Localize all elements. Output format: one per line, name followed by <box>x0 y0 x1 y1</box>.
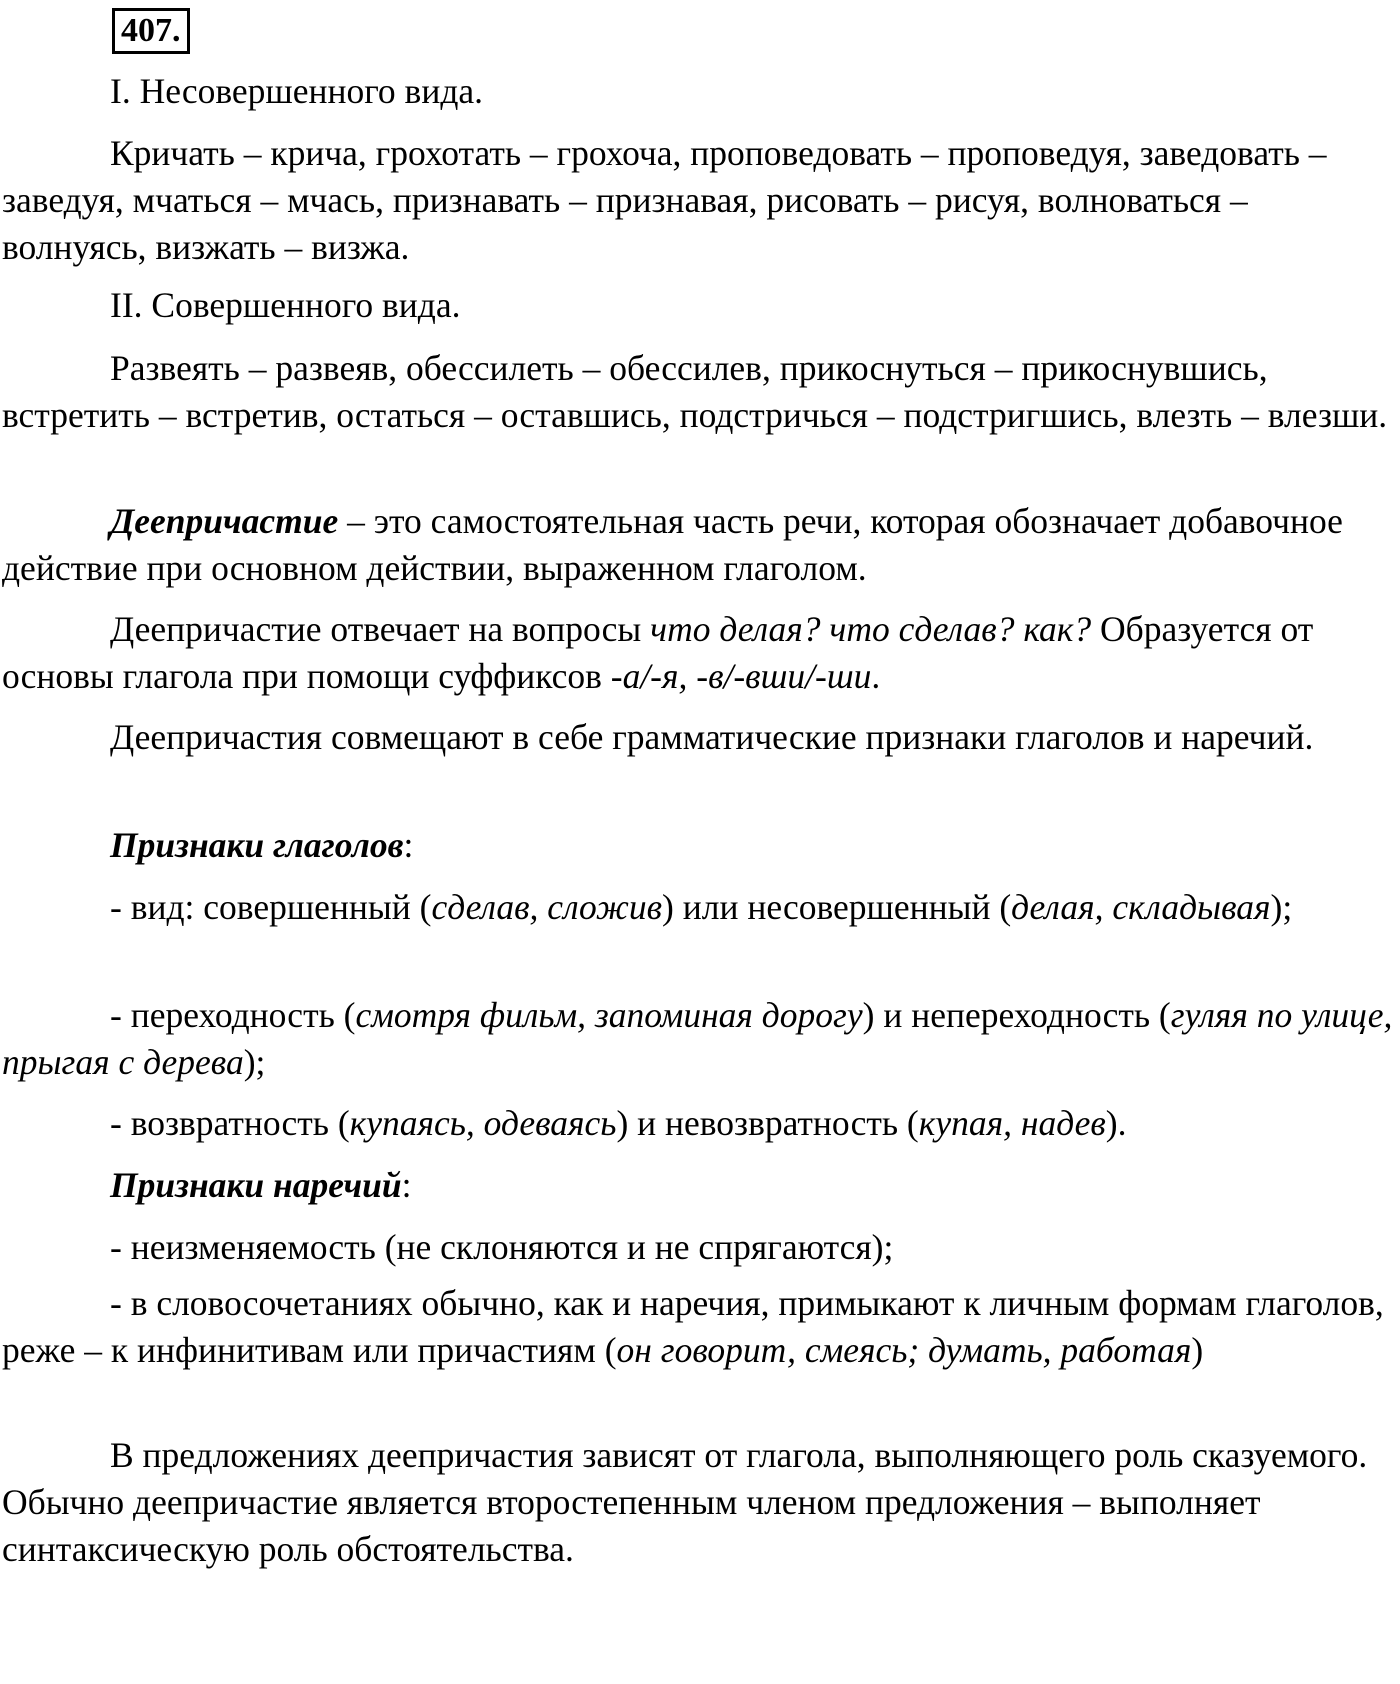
adverb-signs-title: Признаки наречий <box>110 1165 402 1205</box>
perfective-examples: Развеять – развеяв, обессилеть – обессилев, прикоснуться – прикоснувшись, встретить – встретив, остаться – оставшись, подстричься – подстригшись, влезть – влезши. <box>2 348 1388 435</box>
definition-term: Деепричастие <box>110 501 339 541</box>
questions-paragraph <box>2 606 1396 700</box>
verb-sign-transitivity <box>2 992 1396 1086</box>
adverb-sign-invariability: - неизменяемость (не склоняются и не спрягаются); <box>110 1227 894 1267</box>
transitivity-text-1: - переходность ( <box>110 995 356 1035</box>
conclusion-paragraph: В предложениях деепричастия зависят от глагола, выполняющего роль сказуемого. Обычно деепричастие является второстепенным членом предложения – выполняет синтаксическую роль обстоятельства. <box>2 1435 1368 1569</box>
reflexivity-italic-2: купая, надев <box>918 1103 1106 1143</box>
reflexivity-text-1: - возвратность ( <box>110 1103 350 1143</box>
adjacency-italic: он говорит, смеясь; думать, работая <box>616 1330 1192 1370</box>
adverb-sign-adjacency <box>2 1280 1396 1374</box>
adverb-signs-colon: : <box>401 1165 412 1205</box>
verb-sign-aspect <box>2 884 1396 931</box>
definition-paragraph <box>2 498 1396 592</box>
section-heading-perfective: II. Совершенного вида. <box>110 285 461 325</box>
reflexivity-text-3: ). <box>1105 1103 1127 1143</box>
reflexivity-text-2: ) и невозвратность ( <box>616 1103 919 1143</box>
section-heading-imperfective: I. Несовершенного вида. <box>110 71 484 111</box>
verb-signs-heading <box>2 822 1396 869</box>
combine-paragraph: Деепричастия совмещают в себе грамматические признаки глаголов и наречий. <box>110 717 1314 757</box>
aspect-text-3: ); <box>1270 887 1293 927</box>
reflexivity-italic-1: купаясь, одеваясь <box>349 1103 617 1143</box>
verb-signs-title: Признаки глаголов <box>110 825 404 865</box>
definition-text: – это самостоятельная часть речи, которая обозначает добавочное действие при основном действии, выраженном глаголом. <box>2 501 1343 588</box>
suffix-text: Образуется от основы глагола при помощи суффиксов <box>2 609 1314 696</box>
adverb-signs-heading <box>2 1162 1396 1209</box>
aspect-italic-1: сделав, сложив <box>431 887 663 927</box>
transitivity-text-3: ); <box>243 1042 266 1082</box>
imperfective-examples: Кричать – крича, грохотать – грохоча, проповедовать – проповедуя, заведовать – заведуя, мчаться – мчась, признавать – признавая, рисовать – рисуя, волноваться – волнуясь, визжать – визжа. <box>2 133 1327 267</box>
exercise-number: 407. <box>112 8 190 54</box>
questions-text: Деепричастие отвечает на вопросы <box>110 609 651 649</box>
transitivity-italic-2: гуляя по улице, прыгая с дерева <box>2 995 1393 1082</box>
aspect-text-1: - вид: совершенный ( <box>110 887 432 927</box>
suffix-italic: -а/-я, -в/-вши/-ши <box>610 656 872 696</box>
adjacency-text-1: - в словосочетаниях обычно, как и наречия, примыкают к личным формам глаголов, реже – к инфинитивам или причастиям ( <box>2 1283 1384 1370</box>
aspect-text-2: ) или несовершенный ( <box>662 887 1012 927</box>
adjacency-text-2: ) <box>1191 1330 1204 1370</box>
transitivity-italic-1: смотря фильм, запоминая дорогу <box>355 995 863 1035</box>
aspect-italic-2: делая, складывая <box>1011 887 1271 927</box>
questions-end: . <box>871 656 881 696</box>
transitivity-text-2: ) и непереходность ( <box>862 995 1171 1035</box>
verb-signs-colon: : <box>403 825 414 865</box>
verb-sign-reflexivity <box>2 1100 1396 1147</box>
questions-italic: что делая? что сделав? как? <box>650 609 1092 649</box>
